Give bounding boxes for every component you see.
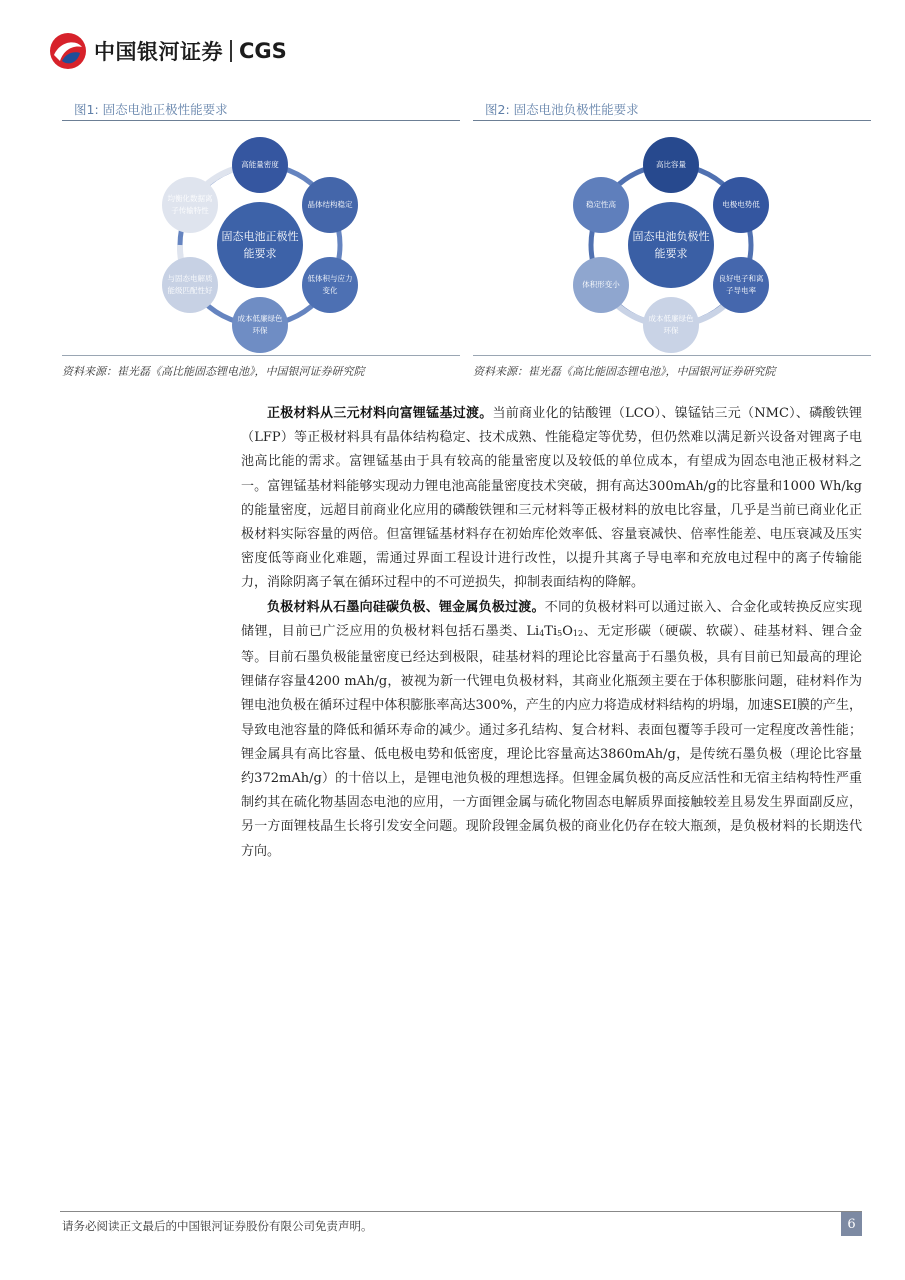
figure-1-source: 资料来源：崔光磊《高比能固态锂电池》，中国银河证券研究院 xyxy=(62,365,365,378)
paragraph-cathode xyxy=(241,402,862,596)
formula-sub-12: 12 xyxy=(572,628,584,638)
formula-o: O xyxy=(562,623,573,639)
figure-2-source: 资料来源：崔光磊《高比能固态锂电池》，中国银河证券研究院 xyxy=(473,365,776,378)
figure-1-node-energy-density: 高能量密度 xyxy=(232,137,288,193)
figure-1-node-electrolyte-match: 与固态电解质能级匹配性好 xyxy=(162,257,218,313)
formula-sub-4: 4 xyxy=(539,628,545,638)
figure-2-title: 图2: 固态电池负极性能要求 xyxy=(485,102,639,117)
page-number: 6 xyxy=(841,1212,862,1236)
figure-2-node-low-potential: 电极电势低 xyxy=(713,177,769,233)
figure-2 xyxy=(473,100,871,379)
figure-1-title: 图1: 固态电池正极性能要求 xyxy=(74,102,228,117)
logo-en-text: CGS xyxy=(239,39,287,63)
figure-1-node-low-cost: 成本低廉绿色环保 xyxy=(232,297,288,353)
figure-1-center-node: 固态电池正极性能要求 xyxy=(217,202,303,288)
paragraph-anode xyxy=(241,596,862,864)
figure-1-node-ion-transport: 均衡化数据离子传输特性 xyxy=(162,177,218,233)
figure-2-center-node: 固态电池负极性能要求 xyxy=(628,202,714,288)
formula-lto xyxy=(526,624,583,639)
main-text xyxy=(241,402,862,864)
figure-1 xyxy=(62,100,460,379)
header xyxy=(48,30,287,72)
figure-1-node-volume-stress: 低体积与应力变化 xyxy=(302,257,358,313)
formula-ti: Ti xyxy=(544,623,558,639)
figure-2-node-conductivity: 良好电子和离子导电率 xyxy=(713,257,769,313)
paragraph-cathode-text: 当前商业化的钴酸锂（LCO）、镍锰钴三元（NMC）、磷酸铁锂（LFP）等正极材料具有晶体结构稳定、技术成熟、性能稳定等优势，但仍然难以满足新兴设备对锂离子电池高比能的需求。富锂锰基由于具有较高的能量密度以及较低的单位成本，有望成为固态电池正极材料之一。富锂锰基材料能够实现动力锂电池高能量密度技术突破，拥有高达300mAh/g的比容量和1000 Wh/kg的能量密度，远超目前商业化应用的磷酸铁锂和三元材料等正极材料的放电比容量，几乎是当前已商业化正极材料实际容量的两倍。但富锂锰基材料存在初始库伦效率低、容量衰减快、倍率性能差、电压衰减及压实密度低等商业化难题，需通过界面工程设计进行改性，以提升其离子导电率和充放电过程中的离子传输能力，消除阴离子氧在循环过程中的不可逆损失，抑制表面结构的降解。 xyxy=(241,406,862,591)
figure-2-node-stability: 稳定性高 xyxy=(573,177,629,233)
figure-1-bottom-rule xyxy=(62,355,460,356)
logo-cn-text: 中国银河证券 xyxy=(94,40,223,64)
figure-2-node-specific-capacity: 高比容量 xyxy=(643,137,699,193)
formula-li: Li xyxy=(526,623,540,639)
figure-2-node-low-cost: 成本低廉绿色环保 xyxy=(643,297,699,353)
paragraph-anode-text-b: 、无定形碳（硬碳、软碳）、硅基材料、锂合金等。目前石墨负极能量密度已经达到极限，硅基材料的理论比容量高于石墨负极，具有目前已知最高的理论锂储存容量4200 mAh/g，被视为新一代锂电负极材料，其商业化瓶颈主要在于体积膨胀问题，硅材料作为锂电池负极在循环过程中体积膨胀率高达300%，产生的内应力将造成材料结构的坍塌，加速SEI膜的产生，导致电池容量的降低和循环寿命的减少。通过多孔结构、复合材料、表面包覆等手段可一定程度改善性能；锂金属具有高比容量、低电极电势和低密度，理论比容量高达3860mAh/g，是传统石墨负极（理论比容量约372mAh/g）的十倍以上，是锂电池负极的理想选择。但锂金属负极的高反应活性和无宿主结构特性严重制约其在硫化物基固态电池的应用，一方面锂金属与硫化物固态电解质界面接触较差且易发生界面副反应，另一方面锂枝晶生长将引发安全问题。现阶段锂金属负极的商业化仍存在较大瓶颈，是负极材料的长期迭代方向。 xyxy=(241,623,862,859)
paragraph-anode-heading: 负极材料从石墨向硅碳负极、锂金属负极过渡。 xyxy=(267,599,545,615)
figure-1-node-crystal-stability: 晶体结构稳定 xyxy=(302,177,358,233)
footer-disclaimer: 请务必阅读正文最后的中国银河证券股份有限公司免责声明。 xyxy=(62,1219,373,1233)
figure-1-diagram xyxy=(62,121,460,355)
paragraph-anode-text-a: 不同的负极材料可以通过嵌入、合金化或转换反应实现储锂，目前已广泛应用的负极材料包括石墨类、 xyxy=(241,599,862,639)
figure-2-bottom-rule xyxy=(473,355,871,356)
formula-sub-5: 5 xyxy=(557,628,563,638)
logo-separator xyxy=(230,40,232,62)
figure-2-diagram xyxy=(473,121,871,355)
cgs-logo-icon xyxy=(48,31,88,71)
footer-rule xyxy=(60,1211,862,1212)
paragraph-cathode-heading: 正极材料从三元材料向富锂锰基过渡。 xyxy=(267,406,493,421)
figure-2-node-small-deformation: 体积形变小 xyxy=(573,257,629,313)
